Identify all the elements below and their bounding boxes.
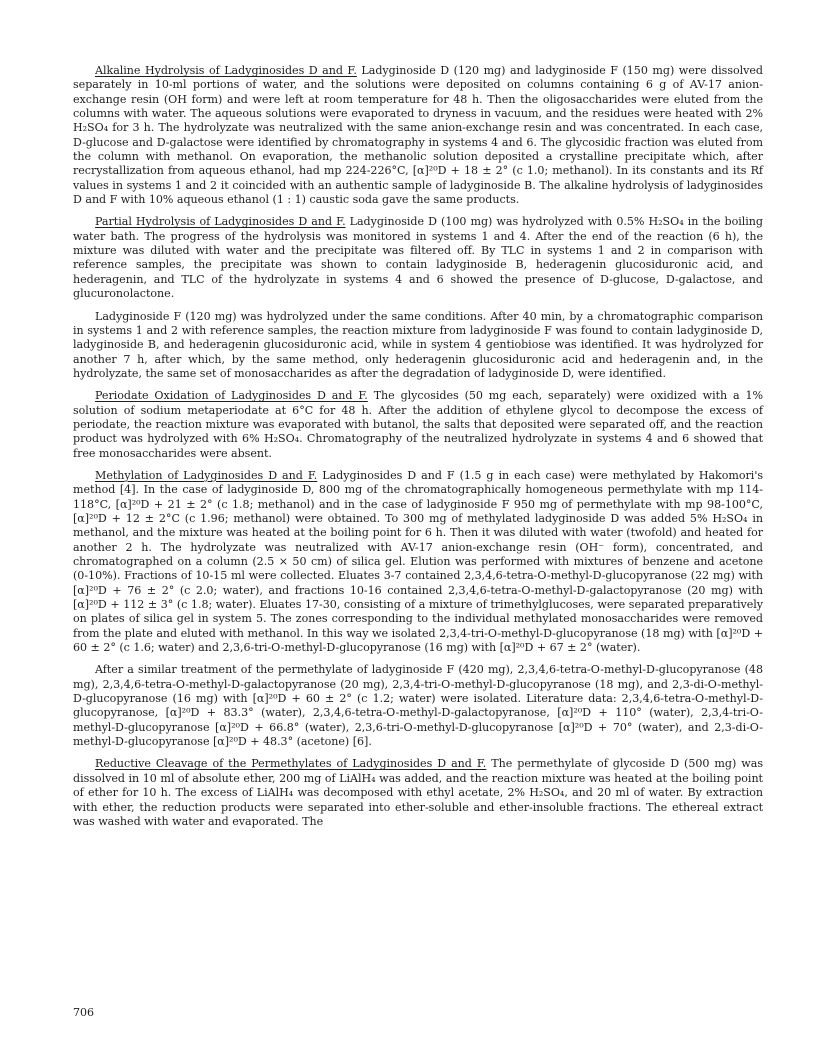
paragraph-permethylate-f xyxy=(73,663,763,749)
section-heading: Periodate Oxidation of Ladyginosides D and F. xyxy=(95,389,368,403)
paragraph-text: Ladyginoside F (120 mg) was hydrolyzed under the same conditions. After 40 min, by a chromatographic comparison in systems 1 and 2 with reference samples, the reaction mixture from ladyginoside F was found to contain ladyginoside D, ladyginoside B, and hederagenin glucosiduronic acid, while in system 4 gentiobiose was identified. It was hydrolyzed for another 7 h, after which, by the same method, only hederagenin glucosiduronic acid and hederagenin and, in the hydrolyzate, the same set of monosaccharides as after the degradation of ladyginoside D, were identified. xyxy=(73,309,763,380)
paragraph-alkaline-hydrolysis xyxy=(73,64,763,207)
paragraph-partial-hydrolysis xyxy=(73,215,763,301)
page-number: 706 xyxy=(73,1006,94,1019)
paragraph-reductive-cleavage xyxy=(73,757,763,829)
paragraph-ladyginoside-f-hydrolysis xyxy=(73,310,763,382)
paragraph-methylation xyxy=(73,469,763,655)
paragraph-text: The glycosides (50 mg each, separately) were oxidized with a 1% solution of sodium metaperiodate at 6°C for 48 h. After the addition of ethylene glycol to decompose the excess of periodate, the reaction mixture was evaporated with butanol, the salts that deposited were separated off, and the reaction product was hydrolyzed with 6% H₂SO₄. Chromatography of the neutralized hydrolyzate in systems 4 and 6 showed that free monosaccharides were absent. xyxy=(73,389,764,460)
paragraph-text: Ladyginoside D (120 mg) and ladyginoside F (150 mg) were dissolved separately in 10-ml portions of water, and the solutions were deposited on columns containing 6 g of AV-17 anion-exchange resin (OH form) and were left at room temperature for 48 h. Then the oligosaccharides were eluted from the columns with water. The aqueous solutions were evaporated to dryness in vacuum, and the residues were heated with 2% H₂SO₄ for 3 h. The hydrolyzate was neutralized with the same anion-exchange resin and was concentrated. In each case, D-glucose and D-galactose were identified by chromatography in systems 4 and 6. The glycosidic fraction was eluted from the column with methanol. On evaporation, the methanolic solution deposited a crystalline precipitate which, after recrystallization from aqueous ethanol, had mp 224-226°C, [α]²⁰D + 18 ± 2° (c 1.0; methanol). In its constants and its Rf values in systems 1 and 2 it coincided with an authentic sample of ladyginoside B. The alkaline hydrolysis of ladyginosides D and F with 10% aqueous ethanol (1 : 1) caustic soda gave the same products. xyxy=(73,64,764,207)
section-heading: Methylation of Ladyginosides D and F. xyxy=(95,468,318,482)
paragraph-periodate-oxidation xyxy=(73,389,763,461)
section-heading: Alkaline Hydrolysis of Ladyginosides D and F. xyxy=(95,64,357,77)
paragraph-text: The permethylate of glycoside D (500 mg) was dissolved in 10 ml of absolute ether, 200 mg of LiAlH₄ was added, and the reaction mixture was heated at the boiling point of ether for 10 h. The excess of LiAlH₄ was decomposed with ethyl acetate, 2% H₂SO₄, and 20 ml of water. By extraction with ether, the reduction products were separated into ether-soluble and ether-insoluble fractions. The ethereal extract was washed with water and evaporated. The xyxy=(73,757,763,828)
paragraph-text: Ladyginoside D (100 mg) was hydrolyzed with 0.5% H₂SO₄ in the boiling water bath. The progress of the hydrolysis was monitored in systems 1 and 4. After the end of the reaction (6 h), the mixture was diluted with water and the precipitate was filtered off. By TLC in systems 1 and 2 in comparison with reference samples, the precipitate was shown to contain ladyginoside B, hederagenin glucosiduronic acid, and hederagenin, and TLC of the hydrolyzate in systems 4 and 6 showed the presence of D-glucose, D-galactose, and glucuronolactone. xyxy=(73,215,763,301)
paragraph-text: After a similar treatment of the permethylate of ladyginoside F (420 mg), 2,3,4,6-tetra-O-methyl-D-glucopyranose (48 mg), 2,3,4,6-tetra-O-methyl-D-galactopyranose (20 mg), 2,3,4-tri-O-methyl-D-glucopyranose (18 mg), and 2,3-di-O-methyl-D-glucopyranose (16 mg) with [α]²⁰D + 60 ± 2° (c 1.2; water) were isolated. Literature data: 2,3,4,6-tetra-O-methyl-D-glucopyranose, [α]²⁰D + 83.3° (water), 2,3,4,6-tetra-O-methyl-D-galactopyranose, [α]²⁰D + 110° (water), 2,3,4-tri-O-methyl-D-glucopyranose [α]²⁰D + 66.8° (water), 2,3,6-tri-O-methyl-D-glucopyranose [α]²⁰D + 70° (water), and 2,3-di-O-methyl-D-glucopyranose [α]²⁰D + 48.3° (acetone) [6]. xyxy=(73,663,763,749)
section-heading: Partial Hydrolysis of Ladyginosides D and F. xyxy=(95,215,346,229)
article-body xyxy=(73,64,763,837)
paragraph-text: Ladyginosides D and F (1.5 g in each case) were methylated by Hakomori's method [4]. In the case of ladyginoside D, 800 mg of the chromatographically homogeneous permethylate with mp 114-118°C, [α]²⁰D + 21 ± 2° (c 1.8; methanol) and in the case of ladyginoside F 950 mg of permethylate with mp 98-100°C, [α]²⁰D + 12 ± 2°C (c 1.96; methanol) were obtained. To 300 mg of methylated ladyginoside D was added 5% H₂SO₄ in methanol, and the mixture was heated at the boiling point for 6 h. Then it was diluted with water (twofold) and heated for another 2 h. The hydrolyzate was neutralized with AV-17 anion-exchange resin (OH⁻ form), concentrated, and chromatographed on a column (2.5 × 50 cm) of silica gel. Elution was performed with mixtures of benzene and acetone (0-10%). Fractions of 10-15 ml were collected. Eluates 3-7 contained 2,3,4,6-tetra-O-methyl-D-glucopyranose (22 mg) with [α]²⁰D + 76 ± 2° (c 2.0; water), and fractions 10-16 contained 2,3,4,6-tetra-O-methyl-D-galactopyranose (20 mg) with [α]²⁰D + 112 ± 3° (c 1.8; water). Eluates 17-30, consisting of a mixture of trimethylglucoses, were separated preparatively on plates of silica gel in system 5. The zones corresponding to the individual methylated monosaccharides were removed from the plate and eluted with methanol. In this way we isolated 2,3,4-tri-O-methyl-D-glucopyranose (18 mg) with [α]²⁰D + 60 ± 2° (c 1.6; water) and 2,3,6-tri-O-methyl-D-glucopyranose (16 mg) with [α]²⁰D + 67 ± 2° (water). xyxy=(73,468,763,655)
section-heading: Reductive Cleavage of the Permethylates of Ladyginosides D and F. xyxy=(95,757,487,771)
